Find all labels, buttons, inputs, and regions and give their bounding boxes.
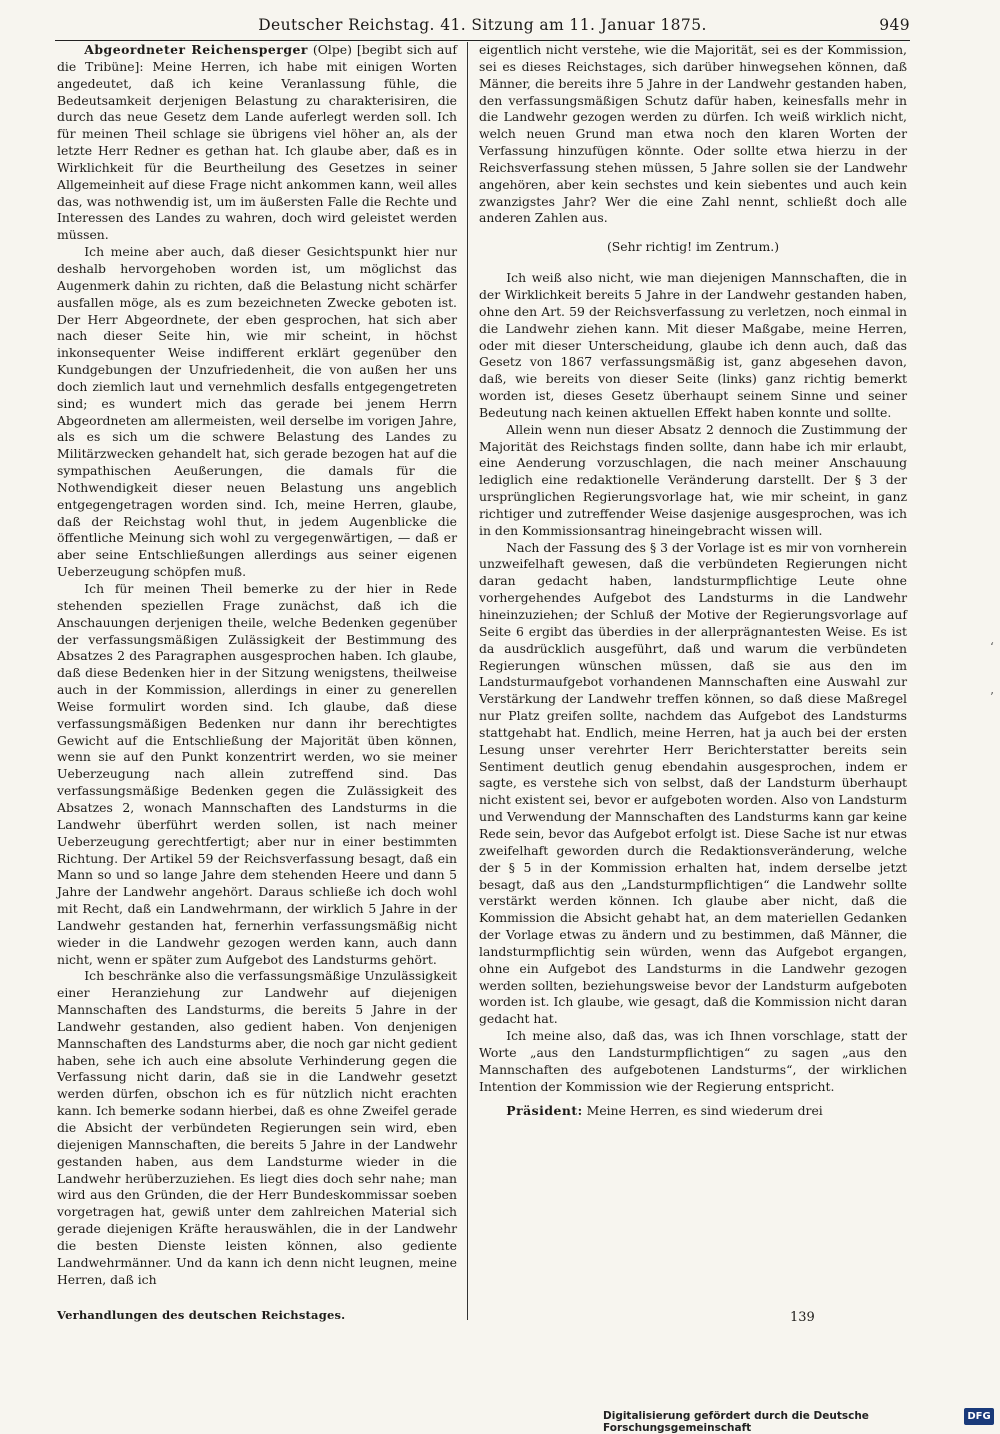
column-divider xyxy=(467,42,468,1320)
paragraph-text: (Olpe) [begibt sich auf die Tribüne]: Meine Herren, ich habe mit einigen Worten angedeutet, daß ich keine Veranlassung fühle, die Bedeutsamkeit derjenigen Belastung zu charakterisiren, die durch das neue Gesetz dem Lande auferlegt werden soll. Ich für meinen Theil schlage sie übrigens viel höher an, als der letzte Herr Redner es gethan hat. Ich glaube aber, daß es in Wirklichkeit für die Beurtheilung des Gesetzes in seiner Allgemeinheit auf diese Frage nicht ankommen kann, weil alles das, was nothwendig ist, um im äußersten Falle die Rechte und Interessen des Landes zu wahren, doch wird geleistet werden müssen. xyxy=(57,42,457,243)
left-column xyxy=(57,42,457,1288)
paragraph: Ich weiß also nicht, wie man diejenigen Mannschaften, die in der Wirklichkeit bereits 5 Jahre in der Landwehr gestanden haben, ohne den Art. 59 der Reichsverfassung zu verletzen, noch einmal in die Landwehr ziehen kann. Mit dieser Maßgabe, meine Herren, oder mit dieser Unterscheidung, glaube ich denn auch, daß das Gesetz von 1867 verfassungsmäßig ist, ganz abgesehen davon, daß, wie bereits von dieser Seite (links) ganz richtig bemerkt worden ist, dieses Gesetz überhaupt seinem Sinne und seiner Bedeutung nach keinen aktuellen Effekt haben konnte und sollte. xyxy=(479,270,907,420)
paragraph: Nach der Fassung des § 3 der Vorlage ist es mir von vornherein unzweifelhaft gewesen, daß die verbündeten Regierungen nicht daran gedacht haben, landsturmpflichtige Leute ohne vorhergehendes Aufgebot des Landsturms in die Landwehr hineinzuziehen; der Schluß der Motive der Regierungsvorlage auf Seite 6 ergibt das überdies in der allerprägnantesten Weise. Es ist da ausdrücklich ausgeführt, daß und warum die verbündeten Regierungen wünschen müssen, daß sie aus den im Landsturmaufgebot vorhandenen Mannschaften eine Auswahl zur Verstärkung der Landwehr treffen können, so daß diese Maßregel nur Platz greifen sollte, nachdem das Aufgebot des Landsturms stattgehabt hat. Endlich, meine Herren, hat ja auch bei der ersten Lesung unser verehrter Herr Berichterstatter bereits sein Sentiment deutlich genug ebendahin ausgesprochen, indem er sagte, es verstehe sich von selbst, daß der Landsturm überhaupt nicht existent sei, bevor er aufgeboten worden. Also von Landsturm und Verwendung der Mannschaften des Landsturms kann gar keine Rede sein, bevor das Aufgebot erfolgt ist. Diese Sache ist nur etwas zweifelhaft geworden durch die Redaktionsveränderung, welche der § 5 in der Kommission erhalten hat, indem derselbe jetzt besagt, daß aus den „Landsturmpflichtigen“ die Landwehr sollte verstärkt werden können. Ich glaube aber nicht, daß die Kommission die Absicht gehabt hat, an dem materiellen Gedanken der Vorlage etwas zu ändern und zu bestimmen, daß Männer, die landsturmpflichtig sein würden, wenn das Aufgebot ergangen, ohne ein Aufgebot des Landsturms in die Landwehr gezogen werden sollten, beziehungsweise bevor der Landsturm aufgeboten worden ist. Ich glaube, wie gesagt, daß die Kommission nicht daran gedacht hat. xyxy=(479,539,907,1027)
dfg-logo: DFG xyxy=(964,1408,994,1425)
interjection: (Sehr richtig! im Zentrum.) xyxy=(606,239,780,255)
paragraph: Allein wenn nun dieser Absatz 2 dennoch die Zustimmung der Majorität des Reichstags finden sollte, dann habe ich mir erlaubt, eine Aenderung vorzuschlagen, die nach meiner Anschauung lediglich eine redaktionelle Veränderung darstellt. Der § 3 der ursprünglichen Regierungsvorlage hat, wie mir scheint, in ganz richtiger und zutreffender Weise dasjenige ausgesprochen, was ich in den Kommissionsantrag hineingebracht wissen will. xyxy=(479,421,907,538)
margin-mark: ‘ xyxy=(990,640,994,654)
digitization-credit: Digitalisierung gefördert durch die Deutsche Forschungsgemeinschaft xyxy=(603,1410,869,1434)
sheet-number: 139 xyxy=(790,1310,815,1325)
page-number: 949 xyxy=(879,16,910,34)
speaker-name: Abgeordneter Reichensperger xyxy=(84,42,308,57)
header-title: Deutscher Reichstag. 41. Sitzung am 11. Januar 1875. xyxy=(258,16,707,34)
paragraph: eigentlich nicht verstehe, wie die Majorität, sei es der Kommission, sei es dieses Reichstages, sich darüber hinwegsehen können, daß Männer, die bereits ihre 5 Jahre in der Landwehr gestanden haben, den verfassungsmäßigen Schutz dafür haben, keinesfalls mehr in die Landwehr gezogen werden zu dürfen. Ich weiß wirklich nicht, welch neuen Grund man etwa noch den klaren Worten der Verfassung hinzufügen könnte. Oder sollte etwa hierzu in der Reichsverfassung stehen müssen, 5 Jahre sollen sie der Landwehr angehören, aber kein sechstes und kein siebentes und auch kein zwanzigstes Jahr? Wer die eine Zahl nennt, schließt doch alle anderen Zahlen aus. xyxy=(479,42,907,226)
paragraph xyxy=(479,1103,907,1120)
right-column xyxy=(479,42,907,1120)
paragraph: Ich meine aber auch, daß dieser Gesichtspunkt hier nur deshalb hervorgehoben worden ist, um möglichst das Augenmerk dahin zu richten, daß die Belastung nicht schärfer ausfallen möge, als es zum bezeichneten Zwecke geboten ist. Der Herr Abgeordnete, der eben gesprochen, hat sich aber nach dieser Seite hin, wie mir scheint, in höchst inkonsequenter Weise indifferent erklärt gegenüber den Kundgebungen der Unzufriedenheit, die von außen her uns doch ziemlich laut und vernehmlich desfalls entgegengetreten sind; es wundert mich das gerade bei jenem Herrn Abgeordneten am allermeisten, weil derselbe im vorigen Jahre, als es sich um die schwere Belastung des Landes zu Militärzwecken gehandelt hat, sich gerade bezogen hat auf die sympathischen Aeußerungen, die damals für die Nothwendigkeit dieser neuen Belastung uns angeblich entgegengetragen worden sind. Ich, meine Herren, glaube, daß der Reichstag wohl thut, in jedem Augenblicke die öffentliche Meinung sich wohl zu vergegenwärtigen, — daß er aber seine Entschließungen allerdings aus seiner eigenen Ueberzeugung schöpfen muß. xyxy=(57,244,457,580)
paragraph xyxy=(57,42,457,244)
running-header xyxy=(55,16,910,41)
margin-mark: ’ xyxy=(990,690,994,704)
paragraph: Ich beschränke also die verfassungsmäßige Unzulässigkeit einer Heranziehung zur Landwehr auf diejenigen Mannschaften des Landsturms, die bereits 5 Jahre in der Landwehr gestanden, also gedient haben. Von denjenigen Mannschaften des Landsturms aber, die noch gar nicht gedient haben, sehe ich auch eine absolute Verhinderung gegen die Verfassung nicht darin, daß sie in die Landwehr gesetzt werden dürfen, obschon ich es für nützlich nicht erachten kann. Ich bemerke sodann hierbei, daß es ohne Zweifel gerade die Absicht der verbündeten Regierungen sein wird, eben diejenigen Mannschaften, die bereits 5 Jahre in der Landwehr gestanden haben, aus dem Landsturme wieder in die Landwehr herüberzuziehen. Es liegt dies doch sehr nahe; man wird aus den Gründen, die der Herr Bundeskommissar soeben vorgetragen hat, gewiß unter dem zahlreichen Material sich gerade diejenigen Kräfte herauswählen, die in der Landwehr die besten Dienste leisten können, also gediente Landwehrmänner. Und da kann ich denn nicht leugnen, meine Herren, daß ich xyxy=(57,968,457,1287)
paragraph: Ich meine also, daß das, was ich Ihnen vorschlage, statt der Worte „aus den Landsturmpflichtigen“ zu sagen „aus den Mannschaften des aufgebotenen Landsturms“, der wirklichen Intention der Kommission wie der Regierung entspricht. xyxy=(479,1028,907,1094)
speaker-name: Präsident: xyxy=(506,1103,583,1119)
paragraph: Ich für meinen Theil bemerke zu der hier in Rede stehenden speziellen Frage zunächst, daß ich die Anschauungen derjenigen theile, welche Bedenken gegenüber der verfassungsmäßigen Zulässigkeit der Bestimmung des Absatzes 2 des Paragraphen ausgesprochen haben. Ich glaube, daß diese Bedenken hier in der Sitzung wenigstens, theilweise auch in der Kommission, allerdings in einer zu generellen Weise formulirt worden sind. Ich glaube, daß diese verfassungsmäßigen Bedenken nur dann ihr berechtigtes Gewicht auf die Entschließung der Majorität üben können, wenn sie auf den Punkt konzentrirt werden, wo sie meiner Ueberzeugung nach allein zutreffend sind. Das verfassungsmäßige Bedenken gegen die Zulässigkeit des Absatzes 2, wonach Mannschaften des Landsturms in die Landwehr überführt werden sollen, ist nach meiner Ueberzeugung gerechtfertigt; aber nur in einer bestimmten Richtung. Der Artikel 59 der Reichsverfassung besagt, daß ein Mann so und so lange Jahre dem stehenden Heere und dann 5 Jahre der Landwehr angehört. Daraus schließe ich doch wohl mit Recht, daß ein Landwehrmann, der wirklich 5 Jahre in der Landwehr gestanden hat, fernerhin verfassungsmäßig nicht wieder in die Landwehr gezogen werden kann, auch dann nicht, wenn er später zum Aufgebot des Landsturms gehört. xyxy=(57,581,457,967)
paragraph-text: Meine Herren, es sind wiederum drei xyxy=(586,1103,823,1119)
footer-publication-title: Verhandlungen des deutschen Reichstages. xyxy=(57,1308,346,1322)
